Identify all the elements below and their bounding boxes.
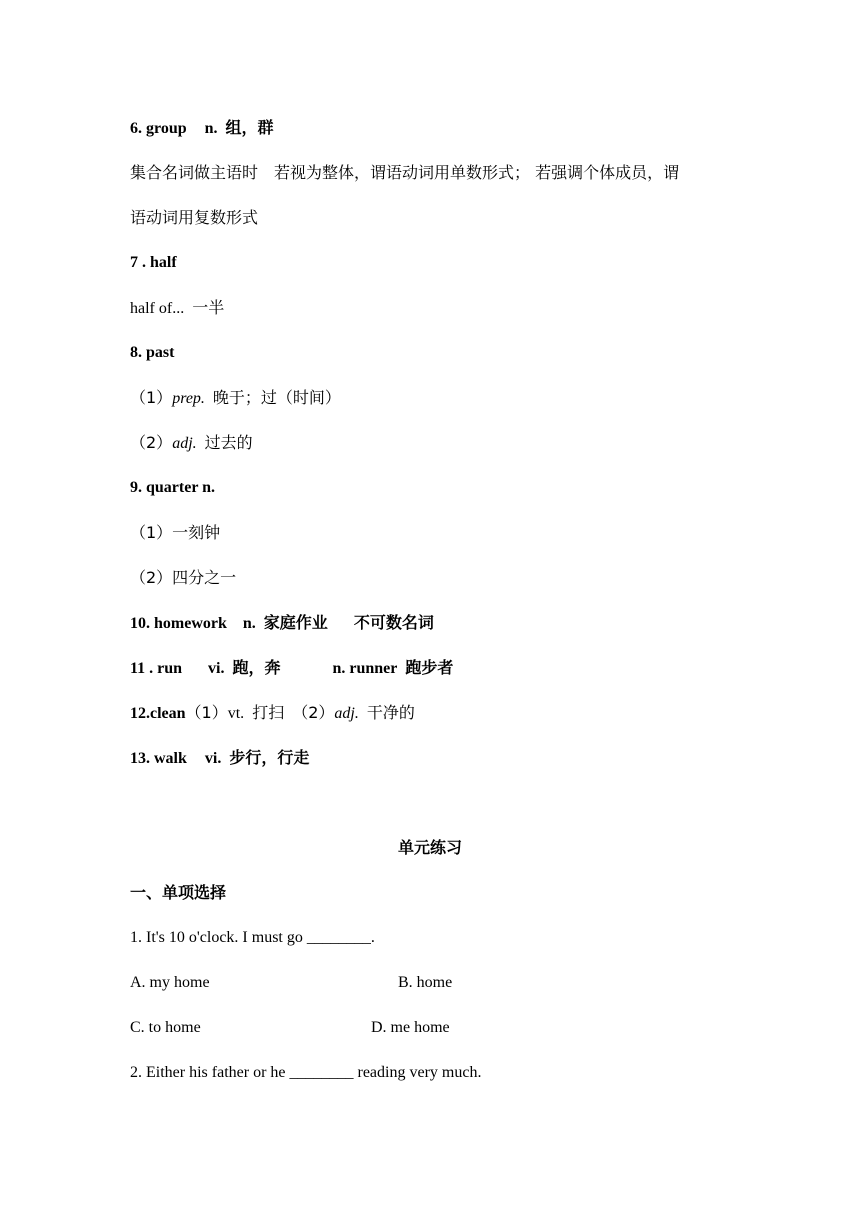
vocab-word: 10. homework [130,615,227,632]
part-of-speech: prep. [172,390,205,407]
vocab-clean-heading [130,703,415,724]
vocab-quarter-heading: 9. quarter n. [130,479,216,496]
part-of-speech: vt. [227,705,245,722]
sense-meaning: 打扫 [252,703,285,722]
sense-number: （1） [185,703,228,722]
question-1-option-a: A. my home [130,974,210,991]
vocab-noun-form: n. runner [332,660,398,677]
vocab-group-note-line1: 集合名词做主语时 若视为整体，谓语动词用单数形式； 若强调个体成员，谓 [130,163,680,182]
vocab-meaning: 步行，行走 [229,748,310,767]
vocab-past-sense1 [130,388,341,409]
sense-meaning: 过去的 [204,433,253,452]
vocab-meaning: 组，群 [225,118,274,137]
vocab-phrase: half of... [130,300,185,317]
sense-meaning: 干净的 [366,703,415,722]
vocab-meaning: 跑，奔 [232,658,281,677]
vocab-run-heading [130,658,453,679]
vocab-half-heading: 7 . half [130,254,177,271]
question-1-option-b: B. home [398,974,453,991]
vocab-meaning: 家庭作业 [263,613,328,632]
question-1-option-d: D. me home [371,1019,450,1036]
vocab-quarter-sense1: （1）一刻钟 [130,523,221,542]
part-of-speech: n. [204,120,218,137]
question-1-option-c: C. to home [130,1019,201,1036]
part-of-speech: vi. [208,660,225,677]
sense-meaning: 晚于；过（时间） [212,388,341,407]
vocab-meaning: 一半 [192,298,225,317]
vocab-group-heading [130,118,274,139]
vocab-group-note-line2: 语动词用复数形式 [130,208,259,227]
question-2-stem: 2. Either his father or he ________ reading very much. [130,1064,482,1081]
vocab-word: 6. group [130,120,187,137]
part-title: 一、单项选择 [130,883,227,902]
part-of-speech: vi. [204,750,222,767]
vocab-half-phrase-line [130,298,224,319]
question-1-stem: 1. It's 10 o'clock. I must go ________. [130,929,375,946]
part-of-speech: adj. [334,705,359,722]
vocab-past-sense2 [130,433,253,454]
vocab-note: 不可数名词 [353,613,434,632]
vocab-past-heading: 8. past [130,344,175,361]
sense-number: （2） [130,433,173,452]
sense-number: （1） [130,388,173,407]
vocab-word: 11 . run [130,660,183,677]
vocab-word: 13. walk [130,750,187,767]
vocab-quarter-sense2: （2）四分之一 [130,568,237,587]
part-of-speech: n. [242,615,256,632]
vocab-word: 12.clean [130,705,186,722]
vocab-noun-meaning: 跑步者 [405,658,454,677]
section-title: 单元练习 [397,838,462,857]
part-of-speech: adj. [172,435,197,452]
vocab-walk-heading [130,748,309,769]
vocab-homework-heading [130,613,434,634]
sense-number: （2） [292,703,335,722]
